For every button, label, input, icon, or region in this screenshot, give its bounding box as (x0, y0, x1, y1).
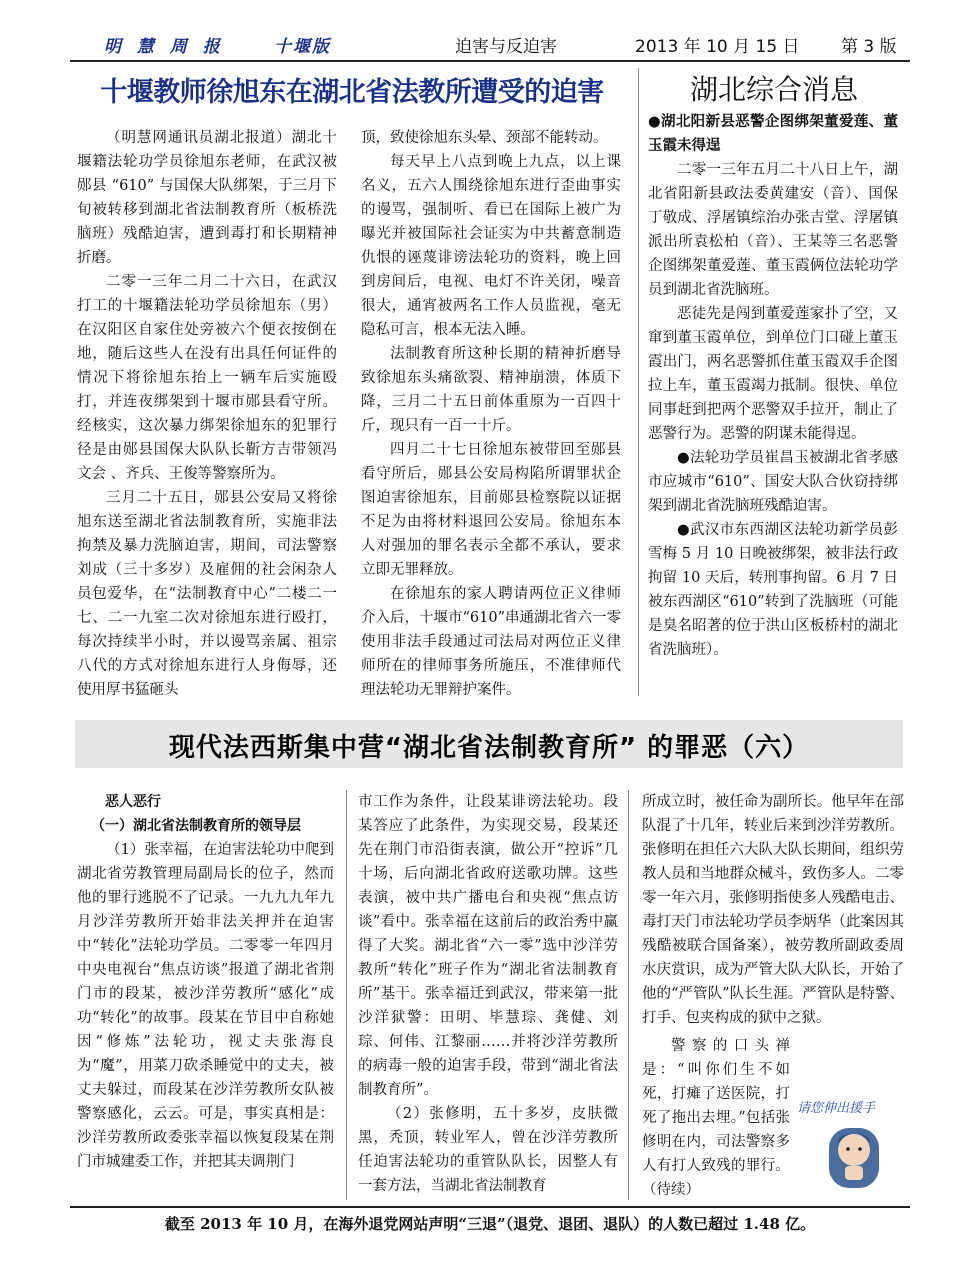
child-appeal-photo (795, 1098, 905, 1190)
page-number: 第 3 版 (841, 37, 897, 57)
section-name: 迫害与反迫害 (455, 37, 557, 57)
article1-paragraph: 三月二十五日，郧县公安局又将徐旭东送至湖北省法制教育所，实施非法拘禁及暴力洗脑迫害，期间，司法警察刘成（三十多岁）及雇佣的社会闲杂人员包爱华，在“法制教育中心”二楼二一七、二一九室二次对徐旭东进行殴打，每次持续半小时，并以谩骂亲属、祖宗八代的方式对徐旭东进行人身侮辱，还使用厚书猛砸头 (77, 490, 337, 698)
article2-subheading: （一）湖北省法制教育所的领导层 (91, 818, 301, 834)
edition-name: 十堰版 (274, 37, 331, 57)
news-paragraph: 二零一三年五月二十八日上午，湖北省阳新县政法委黄建安（音）、国保丁敬成、浮屠镇综治办张吉堂、浮屠镇派出所袁松柏（音）、王某等三名恶警企图绑架董爱莲、董玉霞俩位法轮功学员到湖北省洗脑班。 (648, 162, 898, 298)
article2-title: 现代法西斯集中营“湖北省法制教育所” 的罪恶（六） (168, 733, 810, 763)
article1-paragraph: 二零一三年二月二十六日，在武汉打工的十堰籍法轮功学员徐旭东（男）在汉阳区自家住处旁被六个便衣按倒在地，随后这些人在没有出具任何证件的情况下将徐旭东抬上一辆车后实施殴打，并连夜绑架到十堰市郧县看守所。经核实，这次暴力绑架徐旭东的犯罪行径是由郧县国保大队队长靳方吉带领冯文会 、齐兵、王俊等警察所为。 (77, 274, 337, 482)
article1-title: 十堰教师徐旭东在湖北省法教所遭受的迫害 (100, 77, 604, 108)
brand-name: 明 慧 周 报 (104, 37, 225, 57)
news-column (648, 110, 898, 662)
article1-paragraph: 每天早上八点到晚上九点，以上课名义，五六人围绕徐旭东进行歪曲事实的谩骂，强制听、看已在国际上被广为曝光并被国际社会证实为中共蓄意制造仇恨的诬蔑诽谤法轮功的资料，晚上回到房间后，电视、电灯不许关闭，噪音很大，通宵被两名工作人员监视，毫无隐私可言，根本无法入睡。 (361, 154, 621, 338)
article2-paragraph: 所成立时，被任命为副所长。他早年在部队混了十几年，转业后来到沙洋劳教所。张修明在担任六大队大队长期间，组织劳教人员和当地群众械斗，致伤多人。二零零一年六月，张修明指使多人残酷电击、毒打天门市法轮功学员李炳华（此案因其残酷被联合国备案），被劳教所副政委周水庆赏识，成为严管大队大队长，开始了他的“严管队”队长生涯。严管队是特警、打手、包夹构成的狱中之狱。 (642, 794, 904, 1026)
article1-paragraph: 顶，致使徐旭东头晕、颈部不能转动。 (361, 130, 608, 146)
article2-column-3-wrap (642, 1034, 790, 1202)
article2-paragraph: 市工作为条件，让段某诽谤法轮功。段某答应了此条件，为实现交易，段某还先在荆门市沿街表演，做公开“控诉”几十场，后向湖北省政府送歌功牌。这些表演，被中共广播电台和央视“焦点访谈”看中。张幸福在这前后的政治秀中赢得了大奖。湖北省“六一零”选中沙洋劳教所“转化”班子作为“湖北省法制教育所”基干。张幸福迁到武汉，带来第一批沙洋狱警：田明、毕慧琮、龚健、刘琮、何伟、江黎丽……并将沙洋劳教所的病毒一般的迫害手段，带到“湖北省法制教育所”。 (358, 794, 618, 1098)
article2-heading: 恶人恶行 (105, 794, 161, 810)
article2-paragraph: （1）张幸福，在迫害法轮功中爬到湖北省劳教管理局副局长的位子，然而他的罪行逃脱不了记录。一九九九年九月沙洋劳教所开始非法关押并在迫害中“转化”法轮功学员。二零零一年四月中央电视台“焦点访谈”报道了湖北省荆门市的段某，被沙洋劳教所“感化”成功“转化”的故事。段某在节目中自称她因“修炼”法轮功，视丈夫张海良为“魔”，用菜刀砍杀睡觉中的丈夫，被丈夫躲过，而段某在沙洋劳教所女队被警察感化，云云。可是，事实真相是：沙洋劳教所政委张幸福以恢复段某在荆门市城建委工作，并把其夫调荆门 (77, 842, 334, 1170)
news-subheading: ●湖北阳新县恶警企图绑架董爱莲、董玉霞未得逞 (648, 113, 898, 154)
article2-paragraph: （2）张修明，五十多岁，皮肤微黑，秃顶，转业军人，曾在沙洋劳教所任迫害法轮功的重管队队长，因整人有一套方法，当湖北省法制教育 (358, 1106, 618, 1194)
article2-column-1 (77, 790, 334, 1174)
news-paragraph: 恶徒先是闯到董爱莲家扑了空，又窜到董玉霞单位，到单位门口碰上董玉霞出门，两名恶警抓住董玉霞双手企图拉上车，董玉霞竭力抵制。很快、单位同事赶到把两个恶警双手拉开，制止了恶警行为。恶警的阴谋未能得逞。 (648, 306, 898, 442)
column-divider (346, 790, 347, 1200)
news-paragraph: ●法轮功学员崔昌玉被湖北省孝感市应城市“610”、国安大队合伙窃持绑架到湖北省洗脑班残酷迫害。 (648, 450, 898, 514)
article2-banner (75, 720, 903, 768)
newspaper-header (70, 30, 910, 62)
article2-column-3 (642, 790, 904, 1030)
issue-date: 2013 年 10 月 15 日 (635, 37, 800, 57)
footer-note: 截至 2013 年 10 月，在海外退党网站声明“三退”（退党、退团、退队）的人数已超过 1.48 亿。 (164, 1215, 816, 1233)
photo-caption: 请您伸出援手 (797, 1101, 876, 1116)
article1-paragraph: 在徐旭东的家人聘请两位正义律师介入后，十堰市“610”串通湖北省六一零使用非法手段通过司法局对两位正义律师所在的律师事务所施压，不准律师代理法轮功无罪辩护案件。 (361, 586, 622, 698)
footer-divider (70, 1206, 910, 1208)
column-divider (628, 790, 629, 1200)
news-title: 湖北综合消息 (690, 73, 859, 106)
article1-column-2 (361, 126, 621, 702)
article2-paragraph: 警察的口头禅是：“叫你们生不如死，打瘫了送医院，打死了拖出去埋。”包括张修明在内，司法警察多人有打人致残的罪行。（待续） (642, 1038, 790, 1198)
article1-paragraph: （明慧网通讯员湖北报道）湖北十堰籍法轮功学员徐旭东老师，在武汉被郧县 “610” 与国保大队绑架，于三月下旬被转移到湖北省法制教育所（板桥洗脑班）残酷迫害，遭到毒打和长期精神折磨。 (77, 130, 337, 266)
article1-paragraph: 法制教育所这种长期的精神折磨导致徐旭东头痛欲裂、精神崩溃，体质下降，三月二十五日前体重原为一百四十斤，现只有一百一十斤。 (361, 346, 621, 434)
article1-column-1 (77, 126, 337, 702)
news-paragraph: ●武汉市东西湖区法轮功新学员彭雪梅 5 月 10 日晚被绑架，被非法行政拘留 10 天后，转刑事拘留。6 月 7 日被东西湖区“610”转到了洗脑班（可能是臭名昭著的位于洪山区板桥村的湖北省洗脑班）。 (648, 522, 898, 658)
article2-column-2 (358, 790, 618, 1198)
column-divider (638, 68, 639, 696)
article1-paragraph: 四月二十七日徐旭东被带回至郧县看守所后，郧县公安局构陷所谓罪状企图迫害徐旭东，目前郧县检察院以证据不足为由将材料退回公安局。徐旭东本人对强加的罪名表示全都不承认，要求立即无罪释放。 (361, 442, 621, 578)
